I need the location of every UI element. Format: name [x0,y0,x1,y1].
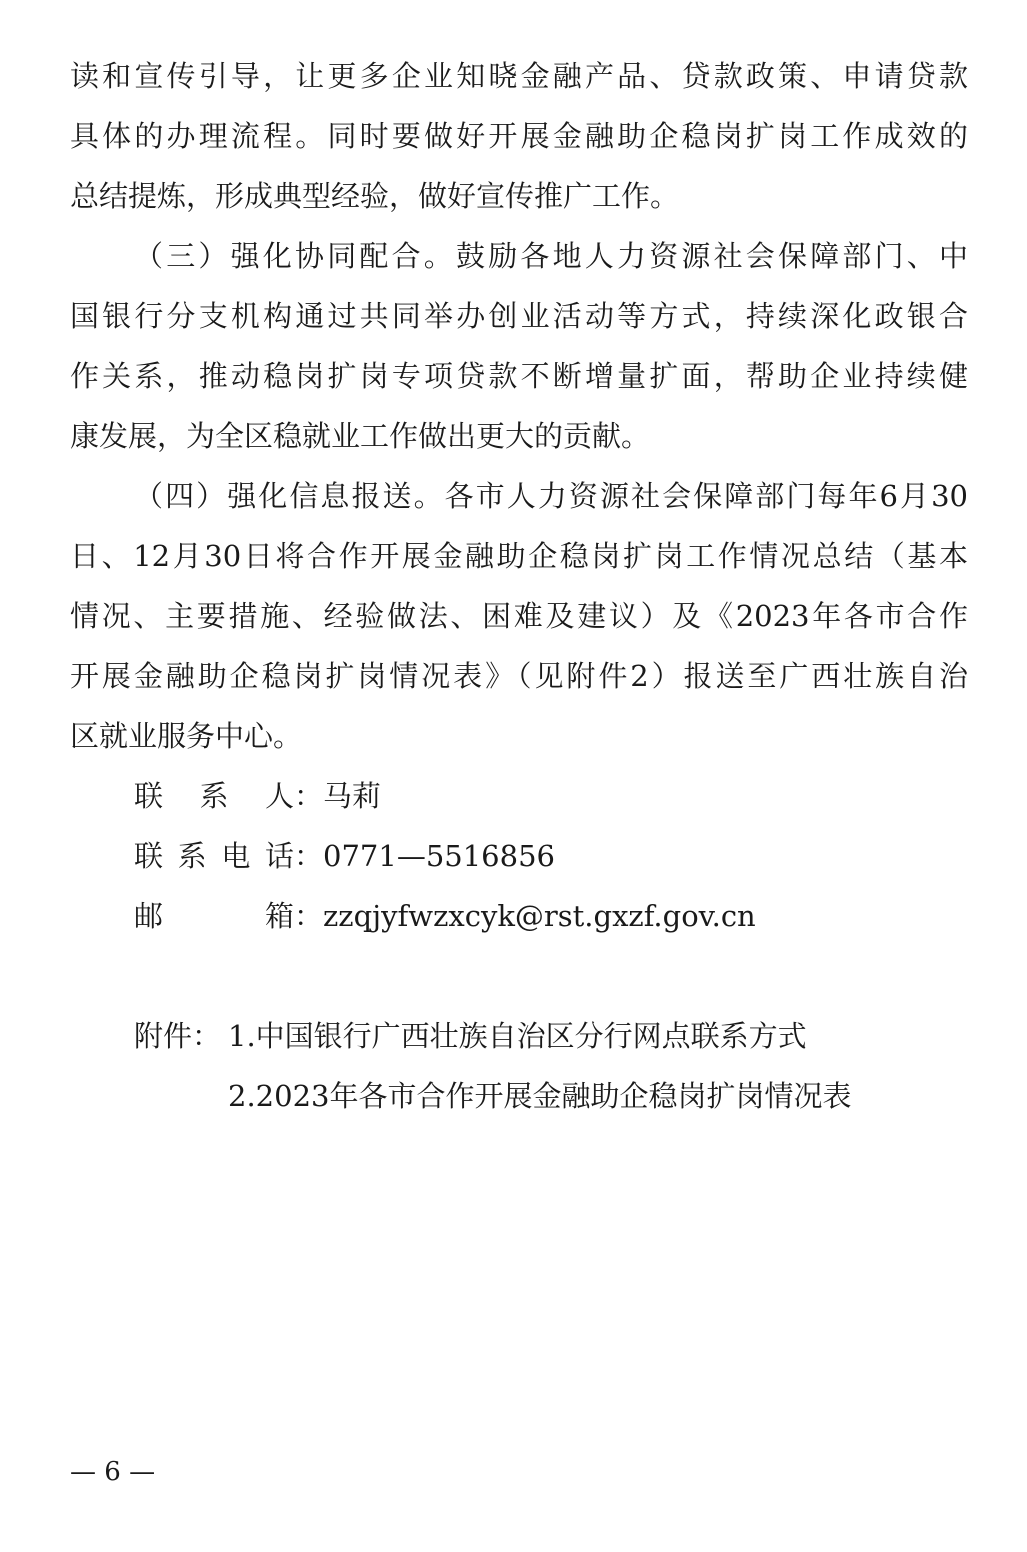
body-line-11: 开展金融助企稳岗扩岗情况表》（见附件2）报送至广西壮族自治 [70,659,968,693]
contact-person-value: 马莉 [323,779,382,813]
body-line-6: 作关系，推动稳岗扩岗专项贷款不断增量扩面，帮助企业持续健 [70,359,968,393]
body-line-5: 国银行分支机构通过共同举办创业活动等方式，持续深化政银合 [70,299,968,333]
section-four-heading-line: （四）强化信息报送。各市人力资源社会保障部门每年6月30 [134,479,968,513]
body-line-10: 情况、主要措施、经验做法、困难及建议）及《2023年各市合作 [70,599,968,633]
attachments-label: 附件： [134,1019,222,1053]
contact-email-label: 邮箱 [134,899,294,933]
attachment-item-1: 1.中国银行广西壮族自治区分行网点联系方式 [228,1019,807,1053]
page-number: — 6 — [70,1457,156,1487]
body-line-7: 康发展，为全区稳就业工作做出更大的贡献。 [70,419,651,453]
attachment-item-2: 2.2023年各市合作开展金融助企稳岗扩岗情况表 [228,1079,852,1113]
contact-email-value: zzqjyfwzxcyk@rst.gxzf.gov.cn [323,899,756,933]
contact-person-label: 联系人 [134,779,294,813]
body-line-1: 读和宣传引导，让更多企业知晓金融产品、贷款政策、申请贷款 [70,59,968,93]
contact-phone-value: 0771—5516856 [323,839,555,873]
body-line-2: 具体的办理流程。同时要做好开展金融助企稳岗扩岗工作成效的 [70,119,968,153]
contact-person-colon: ： [294,779,324,813]
contact-person-row [134,776,381,816]
body-line-3: 总结提炼，形成典型经验，做好宣传推广工作。 [70,179,680,213]
contact-phone-colon: ： [294,839,324,873]
body-line-9: 日、12月30日将合作开展金融助企稳岗扩岗工作情况总结（基本 [70,539,968,573]
body-line-12: 区就业服务中心。 [70,719,303,753]
contact-phone-label: 联系电话 [134,839,294,873]
section-three-heading-line: （三）强化协同配合。鼓励各地人力资源社会保障部门、中 [134,239,968,273]
contact-email-colon: ： [294,899,324,933]
contact-email-row [134,896,756,936]
contact-phone-row [134,836,555,876]
